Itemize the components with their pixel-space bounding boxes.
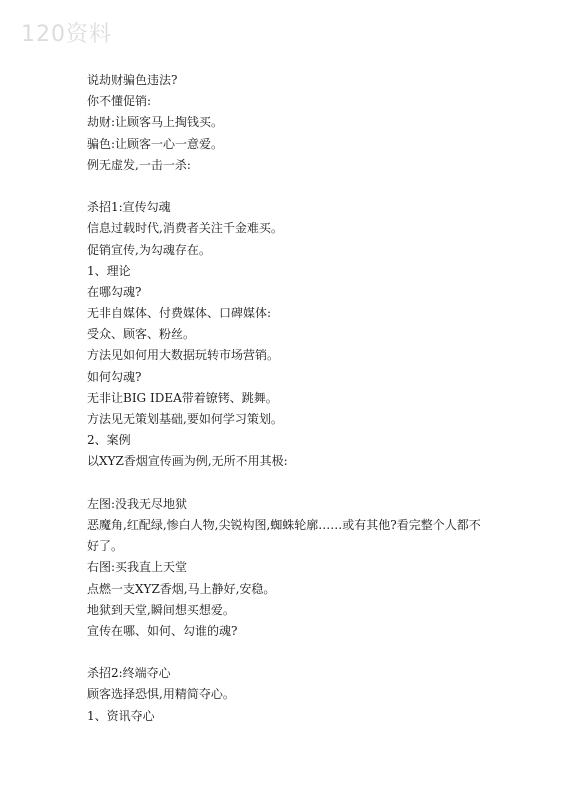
text-line: 地狱到天堂,瞬间想买想爱。 bbox=[87, 602, 235, 617]
section-heading: 杀招1:宣传勾魂 bbox=[87, 200, 171, 215]
text-line: 顾客选择恐惧,用精简夺心。 bbox=[87, 687, 235, 702]
text-line: 右图:买我直上天堂 bbox=[87, 560, 188, 575]
text-line: 方法见无策划基础,要如何学习策划。 bbox=[87, 412, 283, 426]
text-line: 如何勾魂? bbox=[87, 369, 142, 384]
document-body bbox=[87, 70, 487, 727]
text-line: 无非让BIG IDEA带着镣铐、跳舞。 bbox=[87, 390, 278, 405]
text-line: 你不懂促销: bbox=[87, 94, 152, 109]
text-line: 左图:没我无尽地狱 bbox=[87, 496, 188, 511]
text-line: 恶魔角,红配绿,惨白人物,尖锐构图,蜘蛛轮廓……或有其他?看完整个人都不好了。 bbox=[87, 517, 481, 554]
subsection-heading: 2、案例 bbox=[87, 433, 131, 448]
blank-line bbox=[87, 473, 487, 494]
subsection-heading: 1、理论 bbox=[87, 263, 131, 278]
text-line: 信息过载时代,消费者关注千金难买。 bbox=[87, 221, 283, 236]
blank-line bbox=[87, 642, 487, 663]
subsection-heading: 1、资讯夺心 bbox=[87, 708, 155, 723]
text-line: 劫财:让顾客马上掏钱买。 bbox=[87, 115, 224, 130]
text-line: 受众、顾客、粉丝。 bbox=[87, 327, 196, 342]
text-line: 方法见如何用大数据玩转市场营销。 bbox=[87, 348, 280, 363]
text-line: 点燃一支XYZ香烟,马上静好,安稳。 bbox=[87, 581, 276, 596]
blank-line bbox=[87, 176, 487, 197]
section-heading: 杀招2:终端夺心 bbox=[87, 666, 171, 681]
text-line: 以XYZ香烟宣传画为例,无所不用其极: bbox=[87, 454, 288, 469]
text-line: 例无虚发,一击一杀: bbox=[87, 157, 191, 172]
text-line: 在哪勾魂? bbox=[87, 284, 142, 299]
watermark-logo: 120资料 bbox=[21, 22, 112, 47]
text-line: 无非自媒体、付费媒体、口碑媒体: bbox=[87, 306, 272, 321]
text-line: 促销宣传,为勾魂存在。 bbox=[87, 242, 211, 257]
text-line: 说劫财骗色违法? bbox=[87, 73, 178, 87]
text-line: 骗色:让顾客一心一意爱。 bbox=[87, 136, 224, 151]
text-line: 宣传在哪、如何、勾谁的魂? bbox=[87, 623, 238, 638]
